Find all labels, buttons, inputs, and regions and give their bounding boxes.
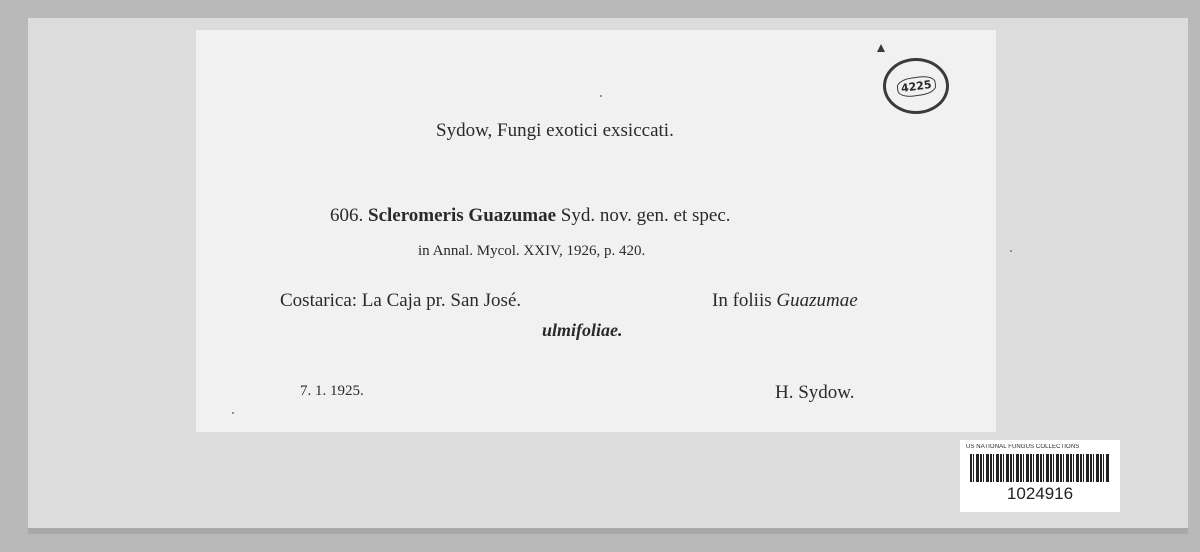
host-line-2: ulmifoliae. bbox=[542, 320, 623, 340]
host-prefix: In foliis bbox=[712, 290, 772, 311]
stamp-number: 4225 bbox=[896, 74, 937, 98]
collection-date: 7. 1. 1925. bbox=[300, 383, 364, 399]
species-name: Scleromeris Guazumae bbox=[368, 205, 557, 226]
herbarium-label bbox=[196, 30, 996, 432]
speck bbox=[600, 95, 602, 97]
species-authority: Syd. nov. gen. et spec. bbox=[560, 205, 731, 226]
host-genus: Guazumae bbox=[776, 290, 858, 311]
barcode-icon bbox=[970, 454, 1110, 482]
locality: Costarica: La Caja pr. San José. bbox=[280, 290, 522, 311]
host-line-1 bbox=[712, 290, 858, 312]
accession-stamp bbox=[883, 58, 949, 114]
exsiccata-number: 606. bbox=[330, 205, 364, 226]
sheet-edge bbox=[28, 528, 1188, 534]
species-line bbox=[330, 205, 731, 227]
barcode-number: 1024916 bbox=[1006, 484, 1074, 503]
literature-citation: in Annal. Mycol. XXIV, 1926, p. 420. bbox=[418, 243, 646, 259]
speck bbox=[1010, 250, 1012, 252]
speck bbox=[232, 412, 234, 414]
stamp-mark-icon bbox=[877, 44, 885, 52]
collector: H. Sydow. bbox=[775, 382, 855, 403]
collection-title: Sydow, Fungi exotici exsiccati. bbox=[436, 120, 674, 141]
barcode-header: US NATIONAL FUNGUS COLLECTIONS bbox=[966, 444, 1080, 450]
barcode-label bbox=[960, 440, 1120, 512]
